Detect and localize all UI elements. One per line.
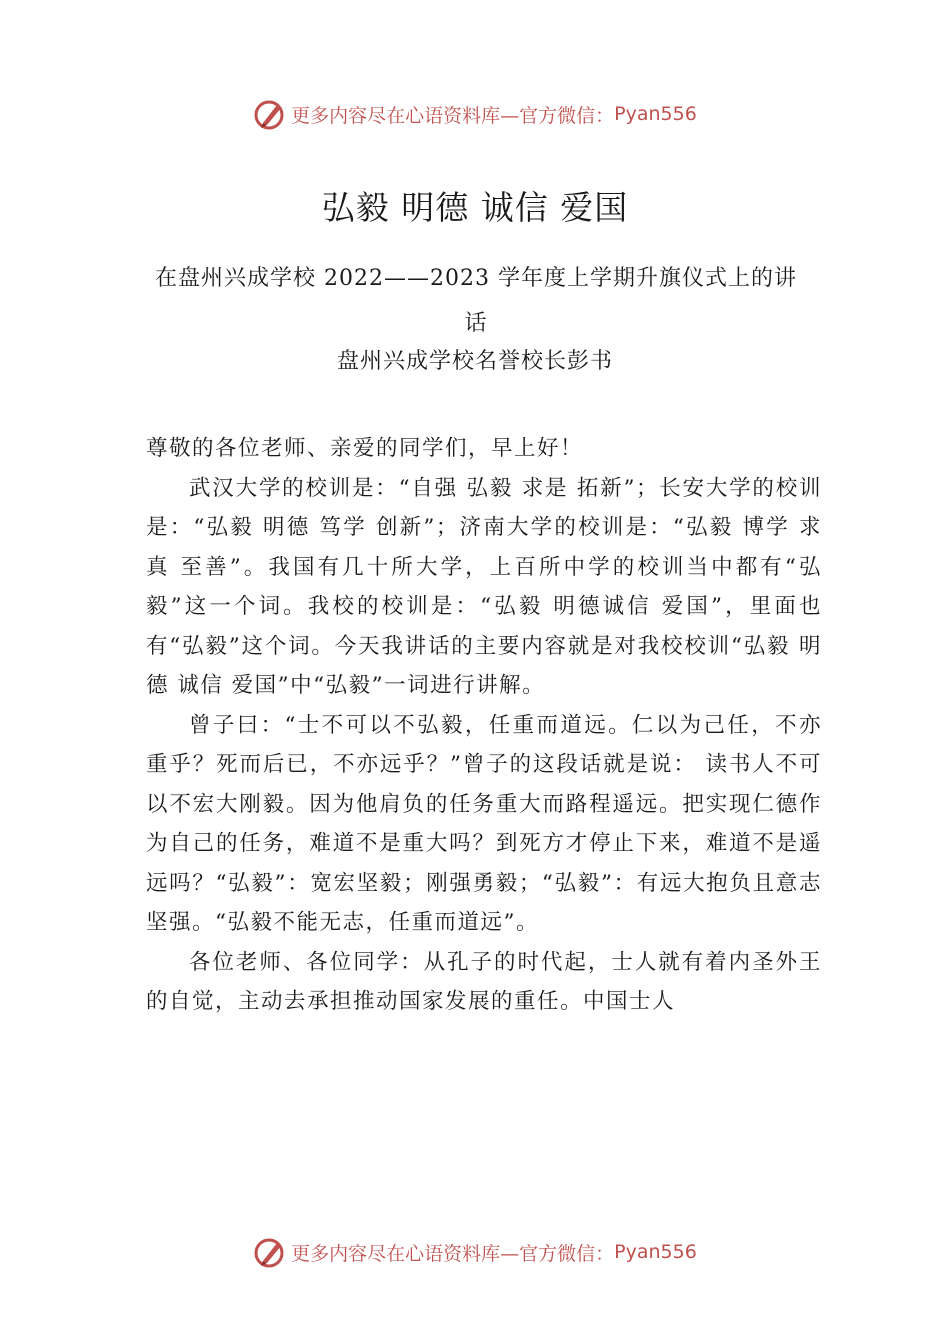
document-title: 弘毅 明德 诚信 爱国 — [321, 188, 629, 227]
watermark-wechat-id: Pyan556 — [614, 103, 697, 125]
pen-logo-icon — [253, 97, 287, 131]
header-watermark — [0, 96, 950, 132]
document-body — [146, 429, 822, 1022]
paragraph: 曾子曰：“士不可以不弘毅，任重而道远。仁以为己任，不亦重乎？死而后已，不亦远乎？”曾子的这段话就是说： 读书人不可以不宏大刚毅。因为他肩负的任务重大而路程遥远。把实现仁德作为自己的任务，难道不是重大吗？到死方才停止下来，难道不是遥远吗？“弘毅”：宽宏坚毅；刚强勇毅；“弘毅”：有远大抱负且意志坚强。“弘毅不能无志，任重而道远”。 — [146, 712, 822, 935]
paragraph: 各位老师、各位同学：从孔子的时代起，士人就有着内圣外王的自觉，主动去承担推动国家发展的重任。中国士人 — [146, 949, 822, 1014]
footer-watermark — [0, 1234, 950, 1270]
document-author: 盘州兴成学校名誉校长彭书 — [336, 349, 613, 374]
greeting: 尊敬的各位老师、亲爱的同学们，早上好！ — [146, 436, 584, 461]
watermark-wechat-id: Pyan556 — [614, 1241, 697, 1263]
paragraph: 武汉大学的校训是：“自强 弘毅 求是 拓新”；长安大学的校训是：“弘毅 明德 笃学 创新”；济南大学的校训是：“弘毅 博学 求真 至善”。我国有几十所大学，上百所中学的校训当中都有“弘毅”这一个词。我校的校训是：“弘毅 明德诚信 爱国”，里面也有“弘毅”这个词。今天我讲话的主要内容就是对我校校训“弘毅 明德 诚信 爱国”中“弘毅”一词进行讲解。 — [146, 475, 822, 698]
watermark-text: 更多内容尽在心语资料库—官方微信： — [291, 104, 615, 127]
watermark-text: 更多内容尽在心语资料库—官方微信： — [291, 1242, 615, 1265]
document-subtitle: 在盘州兴成学校 2022——2023 学年度上学期升旗仪式上的讲话 — [155, 266, 797, 336]
pen-logo-icon — [253, 1235, 287, 1269]
